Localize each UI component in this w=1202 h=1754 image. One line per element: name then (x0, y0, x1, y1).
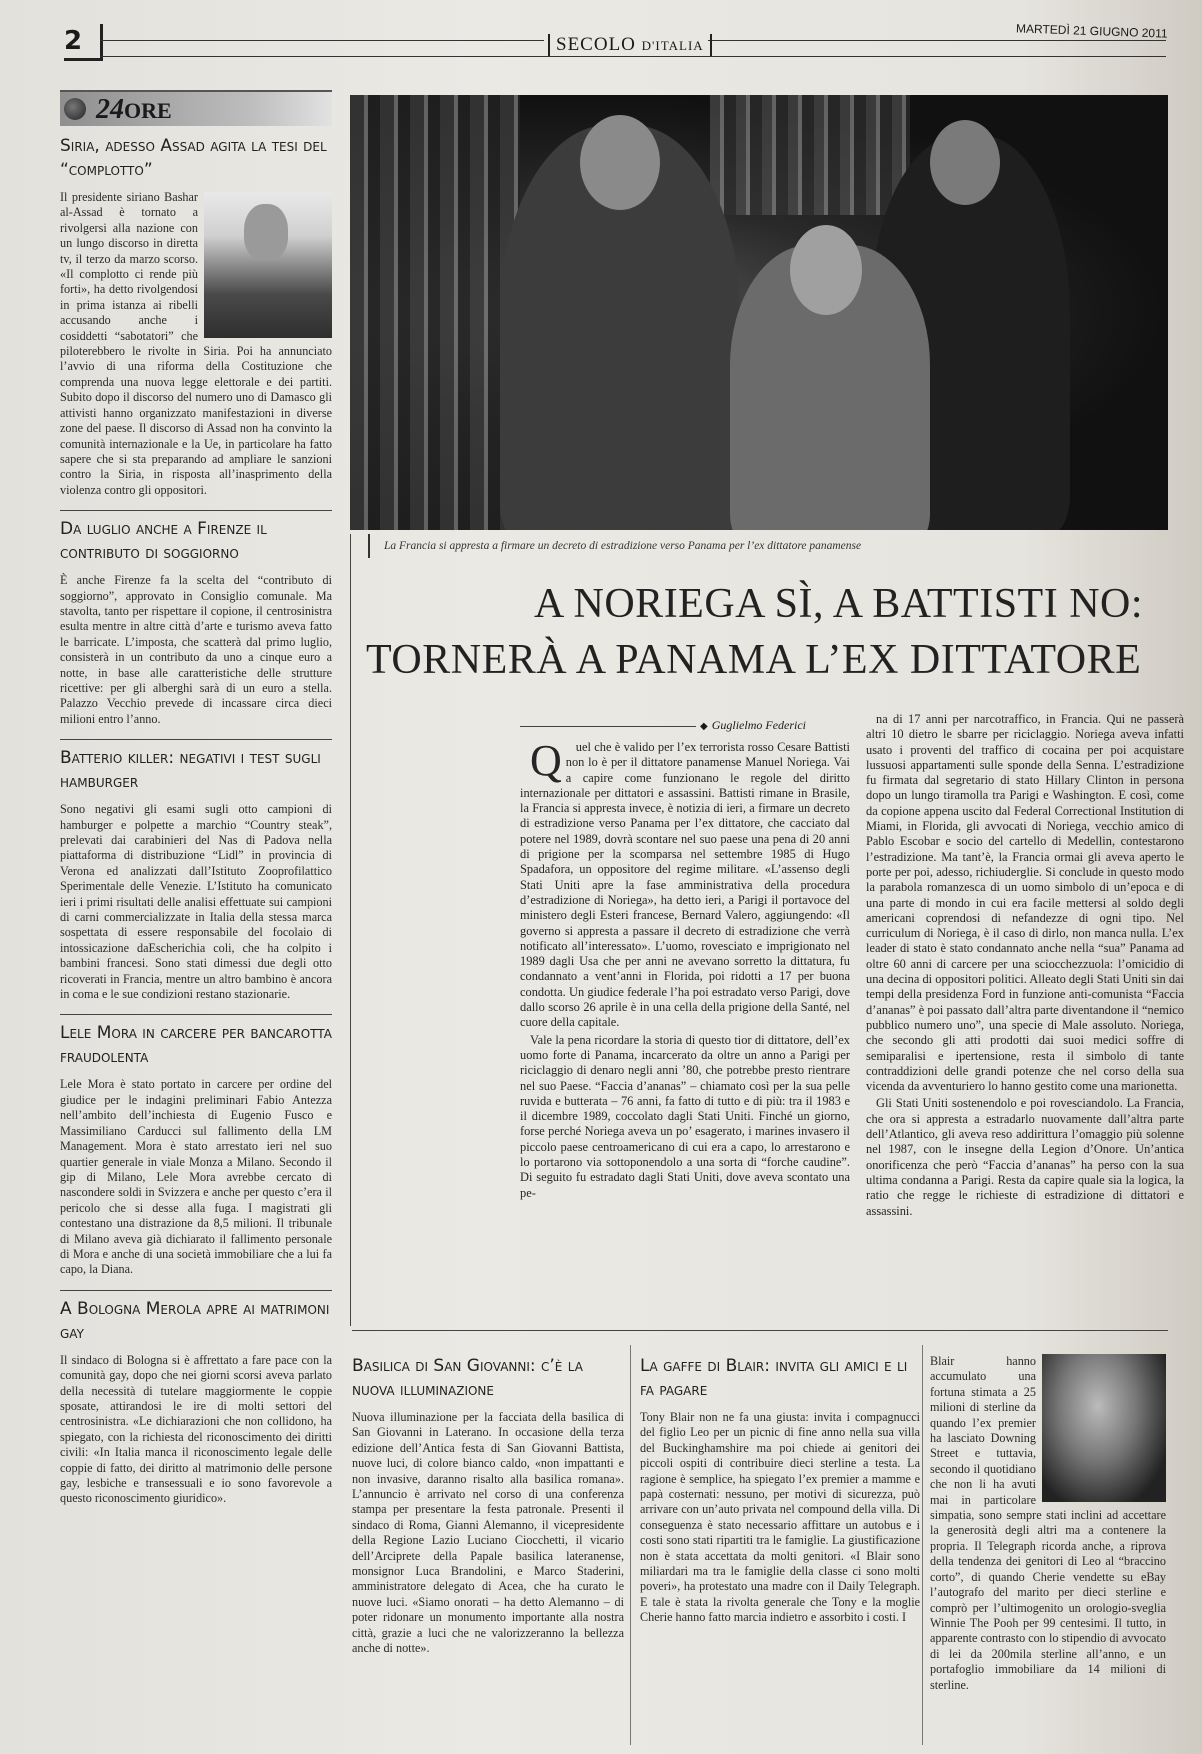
headline-basilica: Basilica di San Giovanni: c’è la nuova illuminazione (352, 1356, 583, 1400)
divider (60, 1014, 332, 1015)
article-firenze: È anche Firenze fa la scelta del “contributo di soggiorno”, approvato in Consiglio comunale. Ma stavolta, tanto per rispettare il copione, il centrosinistra esulta mentre in altre città d’arte e turismo aveva fatto le barricate. L’imposta, che scatterà dal primo luglio, consisterà in un contributo da uno a cinque euro a notte, in base alle caratteristiche delle strutture ricettive: per gli alberghi sarà di un euro a stella. Palazzo Vecchio prevede di incassare circa dieci milioni entro l’anno. (60, 573, 332, 726)
divider (60, 1290, 332, 1291)
article-lele-mora: Lele Mora è stato portato in carcere per ordine del giudice per le indagini preliminari Fabio Antezza nell’ambito dell’inchiesta di Eugenio Fusco e Massimiliano Carducci sul fallimento della LM Management. Mora è stato arrestato ieri nel suo quartier generale in viale Monza a Milano. Secondo il gip di Milano, Lele Mora avrebbe cercato di nascondere soldi in Svizzera e anche per questo c’era il pericolo che si desse alla fuga. I magistrati gli contestano una distrazione da 8,5 milioni. Il tribunale di Milano aveva già dichiarato il fallimento personale di Mora e anche di una società immobiliare che a lui fa capo, la Diana. (60, 1077, 332, 1277)
section-badge (60, 90, 332, 126)
header-rule (100, 56, 1166, 57)
masthead-suffix: D'ITALIA (641, 38, 704, 53)
headline-main-2: TORNERÀ A PANAMA L’EX DITTATORE (366, 637, 1142, 683)
globe-icon (64, 98, 86, 120)
article-basilica (352, 1354, 624, 1667)
paragraph: Gli Stati Uniti sostenendolo e poi rovesciandolo. La Francia, che ora si appresta a estradarlo nuovamente dall’altra parte dell’Atlantico, gli aveva reso addirittura l’omaggio più solenne nel 1987, con le insegne della Legion d’Onore. Un’antica onorificenza che però “Faccia d’ananas” ha perso con la sua ultima condanna a Parigi. Resta da capire quale sia la logica, la ratio che regge le richieste di estradizione di dittatori e assassini. (866, 1096, 1184, 1218)
headline-blair: La gaffe di Blair: invita gli amici e li fa pagare (640, 1356, 908, 1400)
caption-bar (368, 534, 370, 558)
header-rule-left (100, 40, 544, 41)
divider (60, 739, 332, 740)
paragraph: na di 17 anni per narcotraffico, in Francia. Qui ne passerà altri 10 dietro le sbarre per riciclaggio. Noriega aveva infatti usato i proventi del traffico di cocaina per poi acquistare lussuosi appartamenti sulle sponde della Senna. L’estradizione fu firmata dal segretario di stato Hillary Clinton in persona dopo un lungo tiramolla tra Parigi e Washington. E così, come da copione appena uscito dal Federal Correctional Institution di Miami, in Florida, gli avvocati di Noriega, vecchio amico di Pablo Escobar e socio del cartello di Medellin, contestarono l’estradizione. Ma tant’è, la Francia ormai gli aveva aperto le porte per poi, adesso, richiuderglie. Si conclude in questo modo la parabola romanzesca di un uomo simbolo di un’epoca e di una parte di mondo in cui era facile mettersi al soldo degli americani coprendosi di nefandezze di ogni tipo. Nel curriculum di Noriega, è il caso di dirlo, non manca nulla. L’ex leader di stato è stato condannato anche nella “sua” Panama ad oltre 60 anni di carcere per una sciocchezzuola: l’omicidio di una decina di oppositori politici. Alleato degli Stati Uniti sin dai tempi della presidenza Ford in funzione anti-comunista “Faccia d’ananas” è poi passato dall’altra parte diventandone il “nemico pubblico numero uno”, una specie di Male assoluto. Noriega, che secondo gli atti prodotti dai suoi medici soffre di semiparalisi e ipertensione, resta il simbolo di tante contraddizioni delle grandi potenze che nel corso della sua vicenda da avventuriero lo hanno gestito come una marionetta. (866, 712, 1184, 1094)
headline-siria: Siria, adesso Assad agita la tesi del “complotto” (60, 136, 327, 180)
sidebar-24ore (60, 90, 332, 1517)
article-blair-cont (930, 1354, 1166, 1703)
article-bologna: Il sindaco di Bologna si è affrettato a fare pace con la comunità gay, dopo che nei giorni scorsi aveva parlato della necessità di tutelare maggiormente le coppie sposate, attirandosi le ire di molti settori del centrosinistra. «Le dichiarazioni che non collidono, ha spiegato, con la richiesta del riconoscimento dei diritti civili: «In Italia manca il riconoscimento legale delle coppie di fatto, dei diritto al matrimonio delle persone gay, lesbiche e transessuali e io sono favorevole a questo riconoscimento giuridico». (60, 1352, 332, 1506)
article-blair-body: Tony Blair non ne fa una giusta: invita i compagnucci del figlio Leo per un picnic di fine anno nella sua villa del Buckinghamshire ma poi chiede ai genitori dei piccoli ospiti di contribuire dieci sterline a testa. La ragione è semplice, ha spiegato l’ex premier a mamme e papà costernati: nessuno, per motivi di sicurezza, può arrivare con un’auto privata nel compound della villa. Di conseguenza è stato necessario affittare un autobus e i costi sono stati ripartiti tra le famiglie. La giustificazione non è stata accettata da molti genitori. «I Blair sono miliardari ma tra le famiglie della classe ci sono molti poveri», ha protestato una madre con il Daily Telegraph. E tale è stata la rivolta generale che Tony e la moglie Cherie hanno fatto marcia indietro e assorbito i costi. I (640, 1410, 920, 1625)
dateline: MARTEDÌ 21 GIUGNO 2011 (1015, 21, 1168, 41)
paragraph: Quel che è valido per l’ex terrorista rosso Cesare Battisti non lo è per il dittatore panamense Manuel Noriega. Vai a capire come funzionano le regole del diritto internazionale per dittatori e assassini. Battisti rimane in Brasile, la Francia si appresta invece, è notizia di ieri, a firmare un decreto di estradizione verso Panama per l’ex dittatore, che cacciato dal potere nel 1989, dovrà scontare nel suo paese una pena di 20 anni di prigione per la scomparsa nel settembre 1985 di Hugo Spadafora, un oppositore del regime militare. «L’assenso degli Stati Uniti apre la fase amministrativa della procedura d’estradizione di Noriega», ha detto ieri, a Parigi il portavoce del ministero degli Esteri francese, Bernard Valero, aggiungendo: «Il governo si appresta a passare il decreto di estradizione che verrà notificato all’interessato». L’uomo, rovesciato e imprigionato nel 1989 dagli Usa che per anni ne avevano sorretto la dittatura, fu condannato a vent’anni in Florida, poi ridotti a 17 per buona condotta. Un giudice federale l’ha poi estradato verso Parigi, dove dallo scorso 26 aprile è in una cella della prigione della Santé, nel cuore della capitale. (520, 736, 850, 1030)
divider (60, 510, 332, 511)
article-blair-body-2: Blair hanno accumulato una fortuna stimata a 25 milioni di sterline da quando l’ex premier ha lasciato Downing Street e tuttavia, secondo il quotidiano che non li ha avuti mai in particolare simpatia, sono sempre stati inclini ad accettare la generosità degli altri ma a contenere la propria. Il Telegraph ricorda anche, a riprova della tendenza dei genitori di Leo al “braccino corto”, di quando Cherie vendette su eBay l’autografo del marito per dieci sterline e comprò per l’ultimogenito un orologio-sveglia Winnie The Pooh per 99 centesimi. Il tutto, in apparente contrasto con lo stipendio di avvocato di lei da 200mila sterline all’anno, e un portafoglio immobiliare da 14 milioni di sterline. (930, 1354, 1166, 1692)
column-rule (350, 534, 351, 1326)
masthead (548, 34, 712, 56)
photo-caption: La Francia si appresta a firmare un decreto di estradizione verso Panama per l’ex dittatore panamense (384, 540, 862, 552)
page-number: 2 (64, 24, 103, 61)
article-batterio: Sono negativi gli esami sugli otto campioni di hamburger e polpette a marchio “Country steak”, prelevati dai carabinieri del Nas di Padova nella piattaforma di distribuzione “Lidl” in provincia di Verona ed analizzati dall’Istituto Zooprofilattico Sperimentale delle Venezie. L’Istituto ha comunicato ieri i primi risultati delle analisi effettuate sui campioni di carni commercializzate in Italia della stessa marca sospettata di essere responsabile del focolaio di intossicazione daEscherichia coli, che ha colpito i bambini francesi. Sono stati dimessi due degli otto ricoverati in Francia, mentre un altro bambino è ancora in coma e le sue condizioni restano stazionarie. (60, 802, 332, 1002)
assad-photo (204, 192, 332, 338)
headline-lele-mora: Lele Mora in carcere per bancarotta fraudolenta (60, 1023, 332, 1068)
column-rule (922, 1345, 923, 1745)
main-article-col2 (866, 712, 1184, 1221)
section-badge-label: 24ORE (96, 94, 172, 125)
masthead-title: SECOLO (556, 34, 636, 55)
main-article-col1 (520, 736, 850, 1203)
article-blair (640, 1354, 920, 1636)
byline: ◆ Guglielmo Federici (700, 718, 807, 732)
paragraph: Vale la pena ricordare la storia di questo tior di dittatore, dell’ex uomo forte di Panama, incarcerato da oltre un anno a Parigi per riciclaggio di denaro negli anni ’80, che potrebbe presto rientrare nel suo Paese. “Faccia d’ananas” – chiamato così per la sua pelle ruvida e butterata – 76 anni, fa fatto di tutto e di più: tra il 1983 e il dicembre 1989, coccolato dagli Stati Uniti. Finché un giorno, forse perché Noriega aveva un po’ esagerato, i marines invasero il piccolo paese centroamericano di cui era a capo, lo arrestarono e lo portarono via sottoponendolo a una sorta di “forche caudine”. Di seguito fu estradato dagli Stati Uniti, dove aveva scontato una pe- (520, 1032, 850, 1200)
diamond-icon: ◆ (700, 721, 708, 732)
blair-photo (1042, 1354, 1166, 1502)
article-siria: Il presidente siriano Bashar al-Assad è tornato a rivolgersi alla nazione con un lungo discorso in diretta tv, il terzo da marzo scorso. «Il complotto ci rende più forti», ha detto rivolgendosi in prima istanza ai ribelli accusando anche i cosiddetti “sabotatori” che piloterebbero le rivolte in Siria. Poi ha annunciato l’avvio di una riforma della Costituzione che comprenda una nuova legge elettorale e dei partiti. Subito dopo il discorso del numero uno di Damasco gli attivisti hanno organizzato manifestazioni in diverse zone del paese. Il discorso di Assad non ha convinto la comunità internazionale e la Ue, in particolare ha fatto sapere che si sta preparando ad ampliare le sanzioni contro la Siria, in risposta all’inasprimento della violenza contro gli oppositori. (60, 190, 332, 497)
bottom-rule (352, 1330, 1168, 1331)
headline-bologna: A Bologna Merola apre ai matrimoni gay (60, 1298, 330, 1343)
column-rule (630, 1345, 631, 1745)
noriega-photo (350, 95, 1168, 530)
article-basilica-body: Nuova illuminazione per la facciata della basilica di San Giovanni in Laterano. In occasione della terza edizione dell’Antica festa di San Giovanni Battista, nuove luci, di colore bianco caldo, «non impattanti e non invasive, daranno risalto alla basilica romana». L’annuncio è arrivato nel corso di una conferenza stampa per presentare la festa patronale. Presenti il sindaco di Roma, Gianni Alemanno, il vicepresidente della Regione Lazio Luciano Ciocchetti, il vicario dell’Arciprete della Papale basilica lateranense, monsignor Luca Brandolini, e Marco Staderini, amministratore delegato di Acea, che ha curato le nuove luci. «Siamo onorati – ha detto Alemanno – di poter ridonare un monumento importante alla nostra città, grazie a luci che ne valorizzeranno la bellezza anche di notte». (352, 1410, 624, 1656)
headline-firenze: Da luglio anche a Firenze il contributo di soggiorno (60, 519, 267, 564)
byline-rule (520, 726, 696, 727)
headline-batterio: Batterio killer: negativi i test sugli hamburger (60, 748, 321, 793)
headline-main-1: A NORIEGA SÌ, A BATTISTI NO: (534, 581, 1144, 627)
header-rule-right (708, 40, 1166, 41)
